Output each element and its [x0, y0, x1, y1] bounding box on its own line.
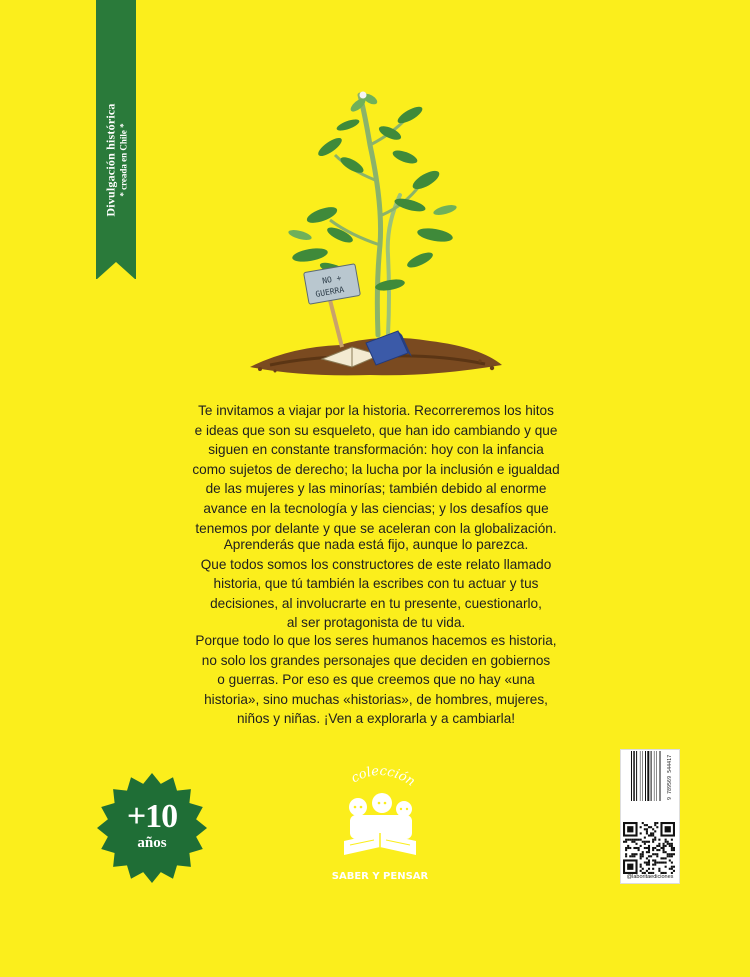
ribbon-title: Divulgación histórica	[103, 103, 118, 217]
text-line: como sujetos de derecho; la lucha por la inclusión e igualdad	[192, 461, 560, 477]
text-line: tenemos por delante y que se aceleran con la globalización.	[195, 520, 557, 536]
text-line: e ideas que son su esqueleto, que han ido cambiando y que	[194, 422, 558, 438]
ribbon-label	[104, 103, 129, 216]
age-badge-number: +10	[126, 798, 178, 835]
coleccion-logo	[320, 755, 440, 885]
paragraph-2	[160, 535, 592, 633]
barcode	[630, 751, 666, 805]
tree-illustration	[230, 85, 520, 385]
age-badge-label	[96, 800, 208, 852]
instagram-handle: @laboritaediciones	[626, 874, 674, 880]
text-line: historia», sino muchas «historias», de hombres, mujeres,	[204, 691, 548, 707]
coleccion-name: SABER Y PENSAR	[331, 871, 429, 882]
text-line: Que todos somos los constructores de este relato llamado	[200, 556, 552, 572]
sign-line1: NO +	[321, 273, 343, 286]
text-line: al ser protagonista de tu vida.	[286, 615, 466, 631]
text-line: historia, que tú también la escribes con tu actuar y tus	[213, 576, 539, 592]
ribbon-subtitle: * creada en Chile *	[118, 123, 129, 197]
svg-text:9 789569 544417: 9 789569 544417	[667, 754, 673, 800]
text-line: niños y niñas. ¡Ven a explorarla y a cambiarla!	[236, 711, 516, 727]
coleccion-label: colección	[348, 763, 418, 790]
isbn-number	[667, 752, 675, 802]
sign-line2: GUERRA	[314, 285, 345, 299]
text-line: avance en la tecnología y las ciencias; y los desafíos que	[203, 500, 549, 516]
paragraph-1	[160, 401, 592, 538]
age-badge-unit: años	[137, 835, 167, 851]
collection-ribbon	[96, 0, 136, 279]
text-line: de las mujeres y las minorías; también debido al enorme	[205, 481, 547, 497]
paragraph-3	[160, 631, 592, 729]
text-line: Aprenderás que nada está fijo, aunque lo parezca.	[223, 537, 529, 552]
text-line: decisiones, al involucrarte en tu presente, cuestionarlo,	[210, 595, 542, 611]
text-line: Te invitamos a viajar por la historia. Recorreremos los hitos	[198, 403, 554, 418]
text-line: siguen en constante transformación: hoy con la infancia	[208, 442, 544, 458]
text-line: Porque todo lo que los seres humanos hacemos es historia,	[195, 633, 557, 648]
qr-code	[623, 822, 675, 874]
text-line: no solo los grandes personajes que deciden en gobiernos	[201, 652, 551, 668]
text-line: o guerras. Por eso es que creemos que no hay «una	[217, 672, 535, 688]
